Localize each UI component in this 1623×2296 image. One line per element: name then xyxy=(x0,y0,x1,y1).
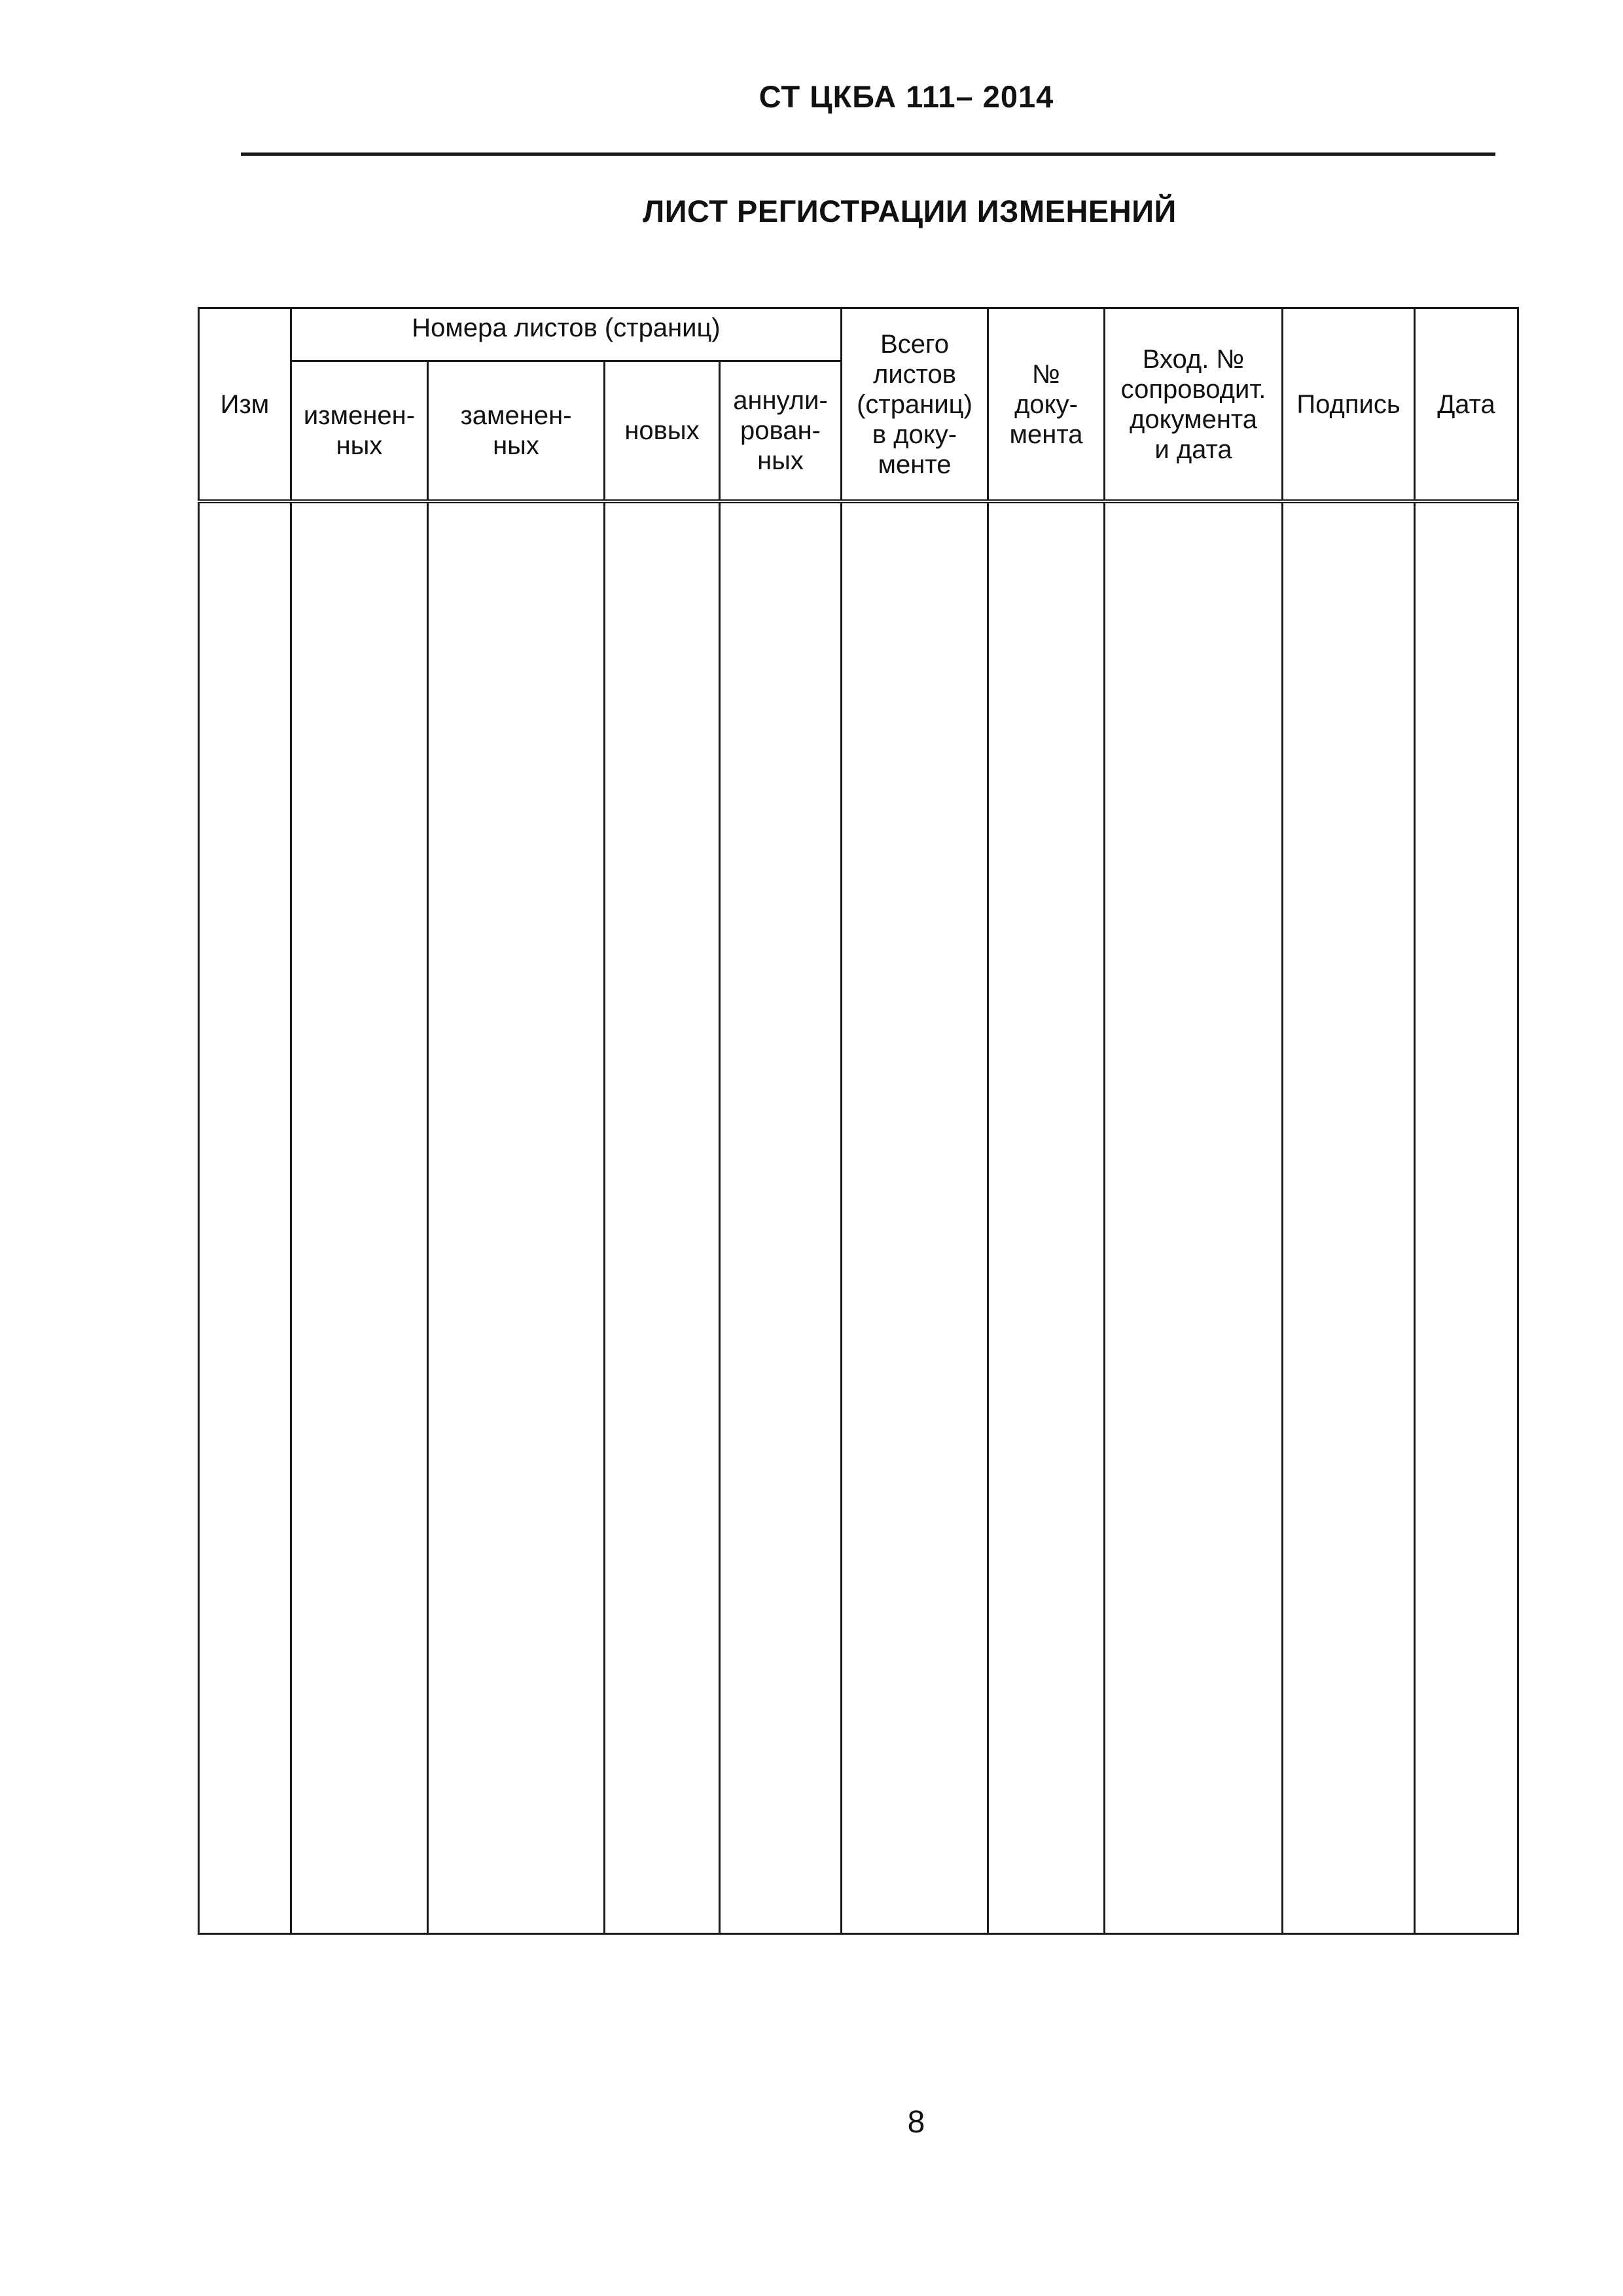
cell-incoming-doc xyxy=(1105,501,1283,1934)
col-header-changed: изменен- ных xyxy=(291,361,428,502)
cell-izm xyxy=(199,501,291,1934)
col-header-new: новых xyxy=(605,361,720,502)
header-rule xyxy=(241,152,1495,156)
page-number: 8 xyxy=(907,2105,925,2140)
col-header-date: Дата xyxy=(1415,308,1518,502)
col-header-annulled: аннули- рован- ных xyxy=(720,361,842,502)
col-header-signature: Подпись xyxy=(1283,308,1415,502)
col-group-sheet-numbers-label: Номера листов (страниц) xyxy=(412,314,721,342)
cell-new xyxy=(605,501,720,1934)
col-header-izm-label: Изм xyxy=(220,389,270,419)
page-title: ЛИСТ РЕГИСТРАЦИИ ИЗМЕНЕНИЙ xyxy=(643,194,1177,228)
table-body-row xyxy=(199,501,1518,1934)
cell-changed xyxy=(291,501,428,1934)
cell-replaced xyxy=(428,501,605,1934)
cell-date xyxy=(1415,501,1518,1934)
col-header-doc-number: № доку- мента xyxy=(988,308,1105,502)
change-registration-table xyxy=(198,307,1519,1935)
cell-total-sheets xyxy=(842,501,988,1934)
header-row-top xyxy=(199,308,1518,361)
col-header-replaced: заменен- ных xyxy=(428,361,605,502)
col-header-izm xyxy=(199,308,291,502)
col-header-incoming-doc: Вход. № сопроводит. документа и дата xyxy=(1105,308,1283,502)
cell-annulled xyxy=(720,501,842,1934)
document-code: СТ ЦКБА 111– 2014 xyxy=(758,79,1054,114)
col-group-sheet-numbers xyxy=(291,308,842,361)
cell-signature xyxy=(1283,501,1415,1934)
col-header-total-sheets: Всего листов (страниц) в доку- менте xyxy=(842,308,988,502)
cell-doc-number xyxy=(988,501,1105,1934)
